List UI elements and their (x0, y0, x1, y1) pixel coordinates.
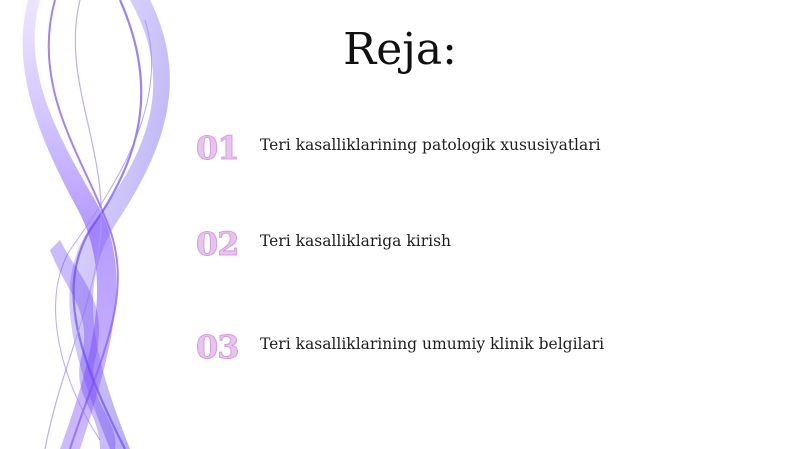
agenda-text: Teri kasalliklarining patologik xususiyatlari (260, 136, 601, 154)
agenda-number: 03 (196, 328, 239, 366)
smoke-ribbon-decoration (0, 0, 200, 449)
agenda-number: 02 (196, 225, 239, 263)
agenda-text: Teri kasalliklarining umumiy klinik belgilari (260, 335, 605, 353)
agenda-text: Teri kasalliklariga kirish (260, 232, 452, 250)
agenda-item-2 (196, 224, 776, 268)
agenda-item-3 (196, 327, 776, 371)
slide-title: Reja: (343, 24, 457, 75)
agenda-number: 01 (196, 129, 239, 167)
agenda-item-1 (196, 128, 776, 172)
